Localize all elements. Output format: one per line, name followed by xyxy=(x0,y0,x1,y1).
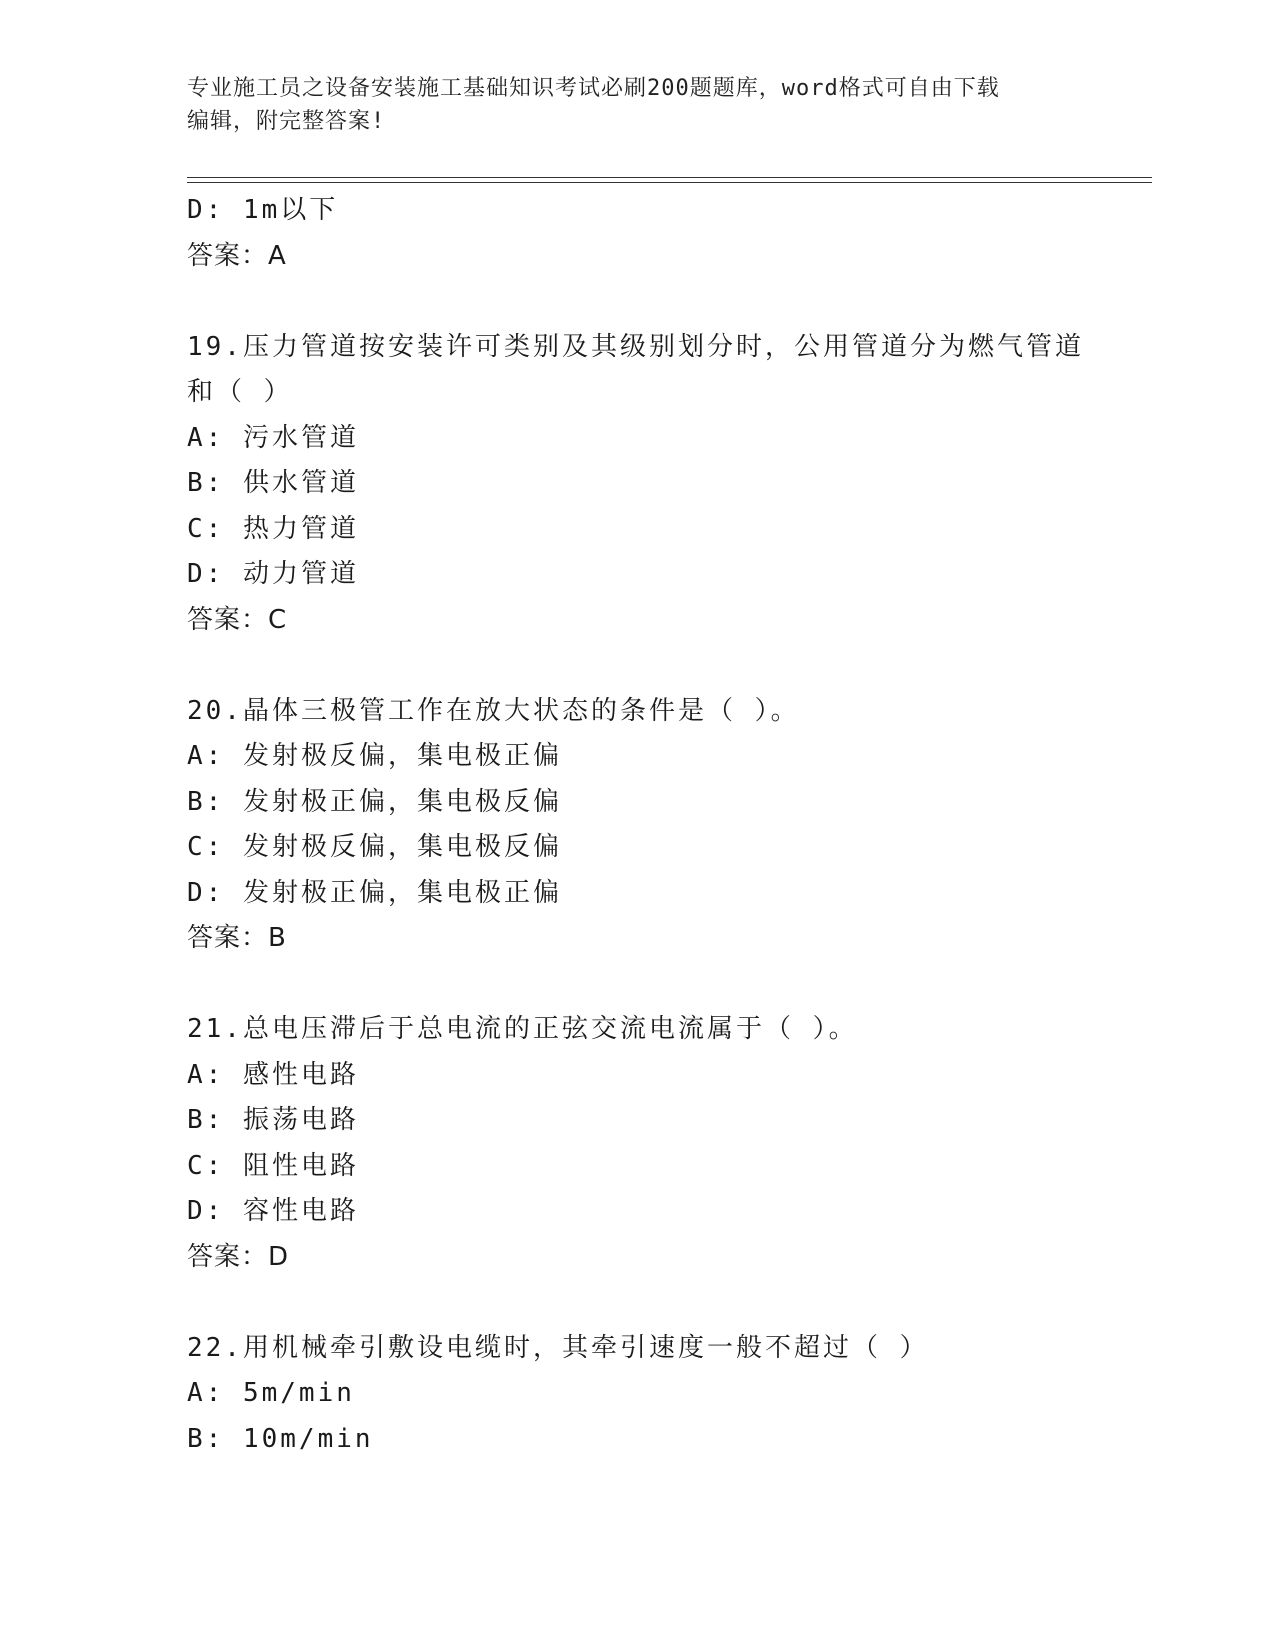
question-stem-line-2: 和（ ） xyxy=(187,377,293,407)
question-list xyxy=(187,188,1087,1462)
spacer xyxy=(187,962,1087,1008)
question-20 xyxy=(187,689,1087,962)
option-b: B: 供水管道 xyxy=(187,468,359,498)
option-d: D: 发射极正偏，集电极正偏 xyxy=(187,877,562,908)
option-c: C: 阻性电路 xyxy=(187,1150,359,1181)
option-a: A: 发射极反偏，集电极正偏 xyxy=(187,741,562,771)
document-header xyxy=(187,72,1087,138)
option-b: B: 振荡电路 xyxy=(187,1105,359,1135)
question-18-tail xyxy=(187,188,1087,279)
answer: 答案：B xyxy=(187,923,287,953)
header-line-1: 专业施工员之设备安装施工基础知识考试必刷200题题库，word格式可自由下载 xyxy=(187,76,1000,101)
option-b: B: 发射极正偏，集电极反偏 xyxy=(187,786,562,817)
header-divider-bottom xyxy=(187,182,1152,183)
option-a: A: 感性电路 xyxy=(187,1059,359,1090)
answer: 答案：D xyxy=(187,1241,290,1272)
spacer xyxy=(187,279,1087,325)
option-d: D: 容性电路 xyxy=(187,1196,359,1226)
option-d: D: 1m以下 xyxy=(187,195,339,225)
option-c: C: 发射极反偏，集电极反偏 xyxy=(187,832,562,862)
spacer xyxy=(187,643,1087,689)
question-19 xyxy=(187,325,1087,644)
option-c: C: 热力管道 xyxy=(187,513,359,544)
spacer xyxy=(187,1280,1087,1326)
option-a: A: 5m/min xyxy=(187,1378,355,1408)
option-a: A: 污水管道 xyxy=(187,422,359,453)
question-stem-line-1: 19.压力管道按安装许可类别及其级别划分时，公用管道分为燃气管道 xyxy=(187,331,1084,362)
header-line-2: 编辑，附完整答案! xyxy=(187,109,386,134)
answer: 答案：C xyxy=(187,604,288,635)
question-21 xyxy=(187,1007,1087,1280)
answer: 答案：A xyxy=(187,240,287,271)
header-divider-top xyxy=(187,177,1152,178)
option-d: D: 动力管道 xyxy=(187,559,359,589)
question-stem: 22.用机械牵引敷设电缆时，其牵引速度一般不超过（ ） xyxy=(187,1332,929,1363)
question-stem: 20.晶体三极管工作在放大状态的条件是（ ）。 xyxy=(187,695,800,726)
question-stem: 21.总电压滞后于总电流的正弦交流电流属于（ ）。 xyxy=(187,1014,858,1044)
option-b: B: 10m/min xyxy=(187,1423,374,1454)
question-22 xyxy=(187,1326,1087,1463)
